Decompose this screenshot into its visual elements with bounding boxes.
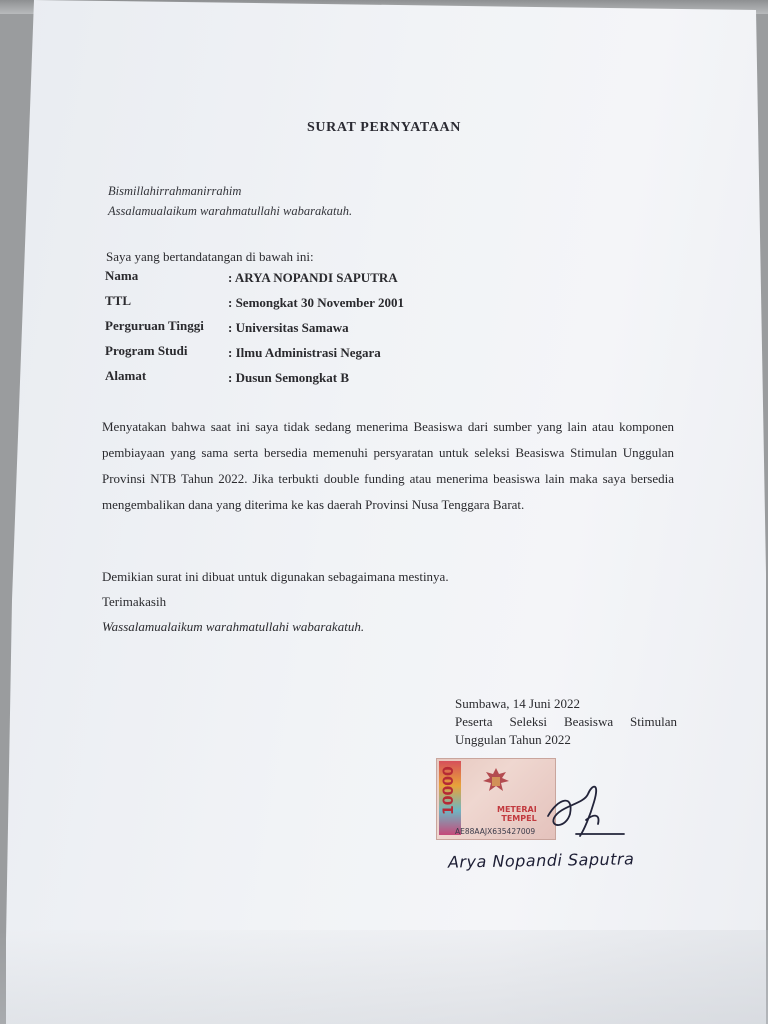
field-value-perguruan-tinggi: : Universitas Samawa: [228, 320, 349, 335]
field-label-ttl: TTL: [105, 293, 132, 308]
garuda-emblem-icon: [481, 765, 511, 799]
field-label-perguruan-tinggi: Perguruan Tinggi: [105, 318, 204, 333]
statement-paragraph: Menyatakan bahwa saat ini saya tidak sedang menerima Beasiswa dari sumber yang lain atau komponen pembiayaan yang sama serta bersedia memenuhi persyaratan untuk seleksi Beasiswa Stimulan Unggulan Provinsi NTB Tahun 2022. Jika terbukti double funding atau menerima beasiswa lain maka saya bersedia mengembalikan dana yang diterima ke kas daerah Provinsi Nusa Tenggara Barat.: [102, 419, 674, 512]
signer-role-line-1: Peserta Seleksi Beasiswa Stimulan: [455, 714, 677, 729]
intro-text: Saya yang bertandatangan di bawah ini:: [106, 249, 314, 264]
closing-thanks: Terimakasih: [102, 594, 167, 609]
stamp-serial: AE88AAJX635427009: [455, 827, 536, 836]
place-date: Sumbawa, 14 Juni 2022: [455, 696, 580, 711]
closing-salam: Wassalamualaikum warahmatullahi wabarakatuh.: [102, 619, 365, 634]
signer-role-line-2: Unggulan Tahun 2022: [455, 732, 571, 747]
greeting-salam: Assalamualaikum warahmatullahi wabarakatuh.: [108, 204, 353, 218]
field-value-program-studi: : Ilmu Administrasi Negara: [228, 345, 381, 360]
field-value-nama: : ARYA NOPANDI SAPUTRA: [228, 270, 398, 285]
greeting-bismillah: Bismillahirrahmanirrahim: [108, 184, 242, 198]
field-label-alamat: Alamat: [105, 368, 147, 383]
field-label-nama: Nama: [105, 268, 139, 283]
stamp-label-tempel: TEMPEL: [501, 814, 537, 823]
stamp-value: 10000: [441, 766, 457, 815]
field-value-ttl: : Semongkat 30 November 2001: [228, 295, 404, 310]
meterai-stamp: [436, 758, 556, 840]
field-value-alamat: : Dusun Semongkat B: [228, 370, 350, 385]
handwritten-signer-name: Arya Nopandi Saputra: [447, 849, 635, 872]
field-label-program-studi: Program Studi: [105, 343, 188, 358]
closing-statement: Demikian surat ini dibuat untuk digunakan sebagaimana mestinya.: [102, 569, 449, 584]
handwritten-signature: [540, 776, 630, 846]
stamp-label: [497, 805, 537, 823]
document-title: SURAT PERNYATAAN: [307, 120, 461, 135]
stamp-label-meterai: METERAI: [497, 805, 537, 814]
paper-fold-shadow: [0, 930, 768, 1024]
